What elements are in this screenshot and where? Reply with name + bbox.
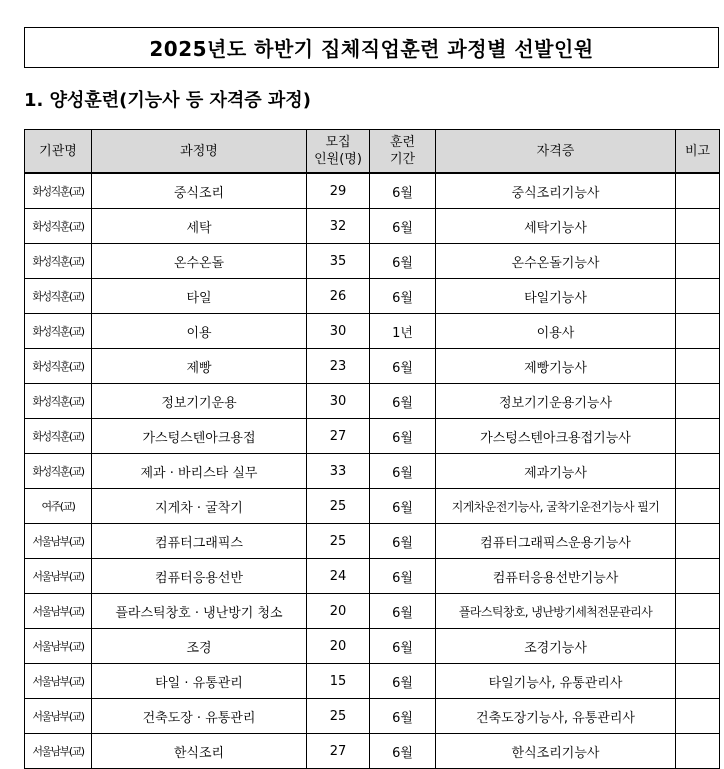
recruit-count-cell: 25	[307, 489, 370, 524]
header-cert: 자격증	[436, 130, 676, 174]
course-cell: 타일 · 유통관리	[92, 664, 307, 699]
certificate-cell: 조경기능사	[436, 629, 676, 664]
institution-cell: 화성직훈(교)	[25, 454, 92, 489]
course-cell: 한식조리	[92, 734, 307, 769]
document-title: 2025년도 하반기 집체직업훈련 과정별 선발인원	[149, 37, 594, 61]
note-cell	[676, 699, 720, 734]
recruit-count-cell: 26	[307, 279, 370, 314]
table-header-row	[25, 130, 720, 174]
header-recruit	[307, 130, 370, 174]
training-period-cell: 6월	[370, 349, 436, 384]
table-row	[25, 349, 720, 384]
institution-cell: 서울남부(교)	[25, 734, 92, 769]
note-cell	[676, 419, 720, 454]
training-period-cell: 6월	[370, 384, 436, 419]
note-cell	[676, 384, 720, 419]
header-recruit-line1: 모집	[325, 135, 351, 150]
course-cell: 제빵	[92, 349, 307, 384]
table-row	[25, 524, 720, 559]
certificate-cell: 중식조리기능사	[436, 173, 676, 209]
certificate-cell: 건축도장기능사, 유통관리사	[436, 699, 676, 734]
certificate-cell: 플라스틱창호, 냉난방기세척전문관리사	[436, 594, 676, 629]
training-period-cell: 6월	[370, 594, 436, 629]
note-cell	[676, 664, 720, 699]
course-cell: 온수온돌	[92, 244, 307, 279]
institution-cell: 서울남부(교)	[25, 559, 92, 594]
certificate-cell: 온수온돌기능사	[436, 244, 676, 279]
recruit-count-cell: 15	[307, 664, 370, 699]
note-cell	[676, 524, 720, 559]
recruit-count-cell: 24	[307, 559, 370, 594]
note-cell	[676, 629, 720, 664]
section-heading: 1. 양성훈련(기능사 등 자격증 과정)	[24, 90, 311, 111]
training-period-cell: 1년	[370, 314, 436, 349]
table-row	[25, 279, 720, 314]
recruit-count-cell: 20	[307, 629, 370, 664]
recruit-count-cell: 25	[307, 699, 370, 734]
table-row	[25, 699, 720, 734]
table-row	[25, 629, 720, 664]
course-cell: 지게차 · 굴착기	[92, 489, 307, 524]
recruit-count-cell: 23	[307, 349, 370, 384]
institution-cell: 화성직훈(교)	[25, 279, 92, 314]
certificate-cell: 컴퓨터응용선반기능사	[436, 559, 676, 594]
table-row	[25, 419, 720, 454]
certificate-cell: 세탁기능사	[436, 209, 676, 244]
certificate-cell: 정보기기운용기능사	[436, 384, 676, 419]
institution-cell: 화성직훈(교)	[25, 173, 92, 209]
note-cell	[676, 244, 720, 279]
training-period-cell: 6월	[370, 173, 436, 209]
course-cell: 건축도장 · 유통관리	[92, 699, 307, 734]
table-row	[25, 664, 720, 699]
certificate-cell: 한식조리기능사	[436, 734, 676, 769]
document-title-box	[24, 27, 719, 68]
training-period-cell: 6월	[370, 524, 436, 559]
table-row	[25, 594, 720, 629]
recruit-count-cell: 29	[307, 173, 370, 209]
institution-cell: 서울남부(교)	[25, 699, 92, 734]
institution-cell: 서울남부(교)	[25, 594, 92, 629]
certificate-cell: 타일기능사, 유통관리사	[436, 664, 676, 699]
training-period-cell: 6월	[370, 489, 436, 524]
note-cell	[676, 173, 720, 209]
table-row	[25, 734, 720, 769]
institution-cell: 서울남부(교)	[25, 524, 92, 559]
table-row	[25, 244, 720, 279]
header-note: 비고	[676, 130, 720, 174]
course-table	[24, 129, 720, 769]
training-period-cell: 6월	[370, 629, 436, 664]
recruit-count-cell: 27	[307, 734, 370, 769]
certificate-cell: 이용사	[436, 314, 676, 349]
note-cell	[676, 594, 720, 629]
note-cell	[676, 314, 720, 349]
note-cell	[676, 209, 720, 244]
course-cell: 타일	[92, 279, 307, 314]
course-cell: 중식조리	[92, 173, 307, 209]
note-cell	[676, 454, 720, 489]
table-row	[25, 314, 720, 349]
certificate-cell: 타일기능사	[436, 279, 676, 314]
certificate-cell: 컴퓨터그래픽스운용기능사	[436, 524, 676, 559]
course-cell: 컴퓨터응용선반	[92, 559, 307, 594]
table-row	[25, 209, 720, 244]
institution-cell: 화성직훈(교)	[25, 244, 92, 279]
recruit-count-cell: 33	[307, 454, 370, 489]
table-row	[25, 559, 720, 594]
header-recruit-line2: 인원(명)	[314, 152, 362, 167]
recruit-count-cell: 32	[307, 209, 370, 244]
certificate-cell: 제과기능사	[436, 454, 676, 489]
training-period-cell: 6월	[370, 664, 436, 699]
header-period-line1: 훈련	[389, 135, 416, 150]
training-period-cell: 6월	[370, 279, 436, 314]
table-row	[25, 173, 720, 209]
table-row	[25, 454, 720, 489]
institution-cell: 서울남부(교)	[25, 664, 92, 699]
header-institution: 기관명	[25, 130, 92, 174]
course-cell: 컴퓨터그래픽스	[92, 524, 307, 559]
institution-cell: 서울남부(교)	[25, 629, 92, 664]
note-cell	[676, 349, 720, 384]
note-cell	[676, 279, 720, 314]
certificate-cell: 가스텅스텐아크용접기능사	[436, 419, 676, 454]
recruit-count-cell: 20	[307, 594, 370, 629]
note-cell	[676, 559, 720, 594]
recruit-count-cell: 35	[307, 244, 370, 279]
certificate-cell: 지게차운전기능사, 굴착기운전기능사 필기	[436, 489, 676, 524]
table-row	[25, 384, 720, 419]
recruit-count-cell: 27	[307, 419, 370, 454]
training-period-cell: 6월	[370, 419, 436, 454]
institution-cell: 화성직훈(교)	[25, 384, 92, 419]
institution-cell: 여주(교)	[25, 489, 92, 524]
header-period-line2: 기간	[389, 152, 416, 167]
institution-cell: 화성직훈(교)	[25, 349, 92, 384]
recruit-count-cell: 30	[307, 314, 370, 349]
institution-cell: 화성직훈(교)	[25, 419, 92, 454]
course-cell: 제과 · 바리스타 실무	[92, 454, 307, 489]
course-cell: 정보기기운용	[92, 384, 307, 419]
training-period-cell: 6월	[370, 734, 436, 769]
note-cell	[676, 489, 720, 524]
header-course: 과정명	[92, 130, 307, 174]
course-cell: 가스텅스텐아크용접	[92, 419, 307, 454]
training-period-cell: 6월	[370, 244, 436, 279]
recruit-count-cell: 30	[307, 384, 370, 419]
certificate-cell: 제빵기능사	[436, 349, 676, 384]
training-period-cell: 6월	[370, 454, 436, 489]
training-period-cell: 6월	[370, 209, 436, 244]
course-cell: 조경	[92, 629, 307, 664]
course-cell: 세탁	[92, 209, 307, 244]
training-period-cell: 6월	[370, 559, 436, 594]
institution-cell: 화성직훈(교)	[25, 314, 92, 349]
recruit-count-cell: 25	[307, 524, 370, 559]
training-period-cell: 6월	[370, 699, 436, 734]
institution-cell: 화성직훈(교)	[25, 209, 92, 244]
course-cell: 플라스틱창호 · 냉난방기 청소	[92, 594, 307, 629]
note-cell	[676, 734, 720, 769]
table-row	[25, 489, 720, 524]
course-cell: 이용	[92, 314, 307, 349]
header-period	[370, 130, 436, 174]
